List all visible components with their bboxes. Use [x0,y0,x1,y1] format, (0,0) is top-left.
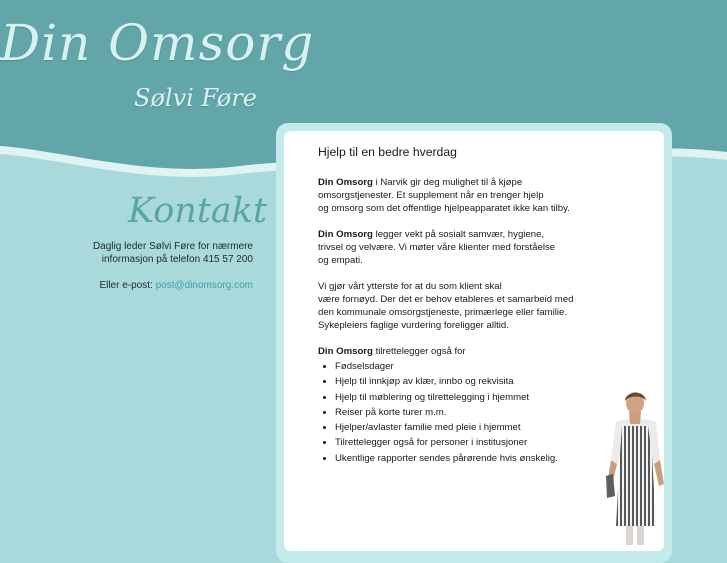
list-item: • Fødselsdager [335,359,618,374]
intro-paragraph: Din Omsorg i Narvik gir deg mulighet til å kjøpe omsorgstjenester. Et supplement når en trenger hjelp og omsorg som det offentlige hjelpeapparatet ikke kan tilby. [318,177,570,214]
cooperation-paragraph: Vi gjør vårt ytterste for at du som klient skal være fornøyd. Der det er behov etableres et samarbeid med den kommunale omsorgstjeneste, primærlege eller familie. Sykepleiers faglige vurdering foreligger alltid. [318,281,574,331]
site-logo[interactable]: Din Omsorg [0,14,315,72]
page-title: Hjelp til en bedre hverdag [318,145,457,159]
contact-line: informasjon på telefon 415 57 200 [101,254,253,265]
brand-name: Din Omsorg [318,177,373,188]
list-item: • Ukentlige rapporter sendes pårørende hvis ønskelig. [335,451,618,466]
list-item: • Reiser på korte turer m.m. [335,405,618,420]
services-intro: Din Omsorg tilrettelegger også for [318,346,466,357]
email-prefix: Eller e-post: [99,280,153,291]
values-paragraph: Din Omsorg legger vekt på sosialt samvær, hygiene, trivsel og velvære. Vi møter våre klienter med forståelse og empati. [318,229,556,266]
contact-line: Daglig leder Sølvi Føre for nærmere [92,241,253,252]
nurse-photo [604,388,666,545]
contact-heading: Kontakt [128,191,268,231]
list-item: • Hjelp til møblering og tilrettelegging i hjemmet [335,390,618,405]
email-link[interactable]: post@dinomsorg.com [155,280,253,291]
main-content [318,145,618,466]
list-item: • Hjelper/avlaster familie med pleie i hjemmet [335,420,618,435]
email-line [33,279,253,292]
list-item: • Hjelp til innkjøp av klær, innbo og rekvisita [335,374,618,389]
brand-name: Din Omsorg [318,229,373,240]
list-item: • Tilrettelegger også for personer i institusjoner [335,435,618,450]
owner-name: Sølvi Føre [134,84,257,112]
contact-info [33,240,253,292]
brand-name: Din Omsorg [318,346,373,357]
services-list [318,359,618,466]
